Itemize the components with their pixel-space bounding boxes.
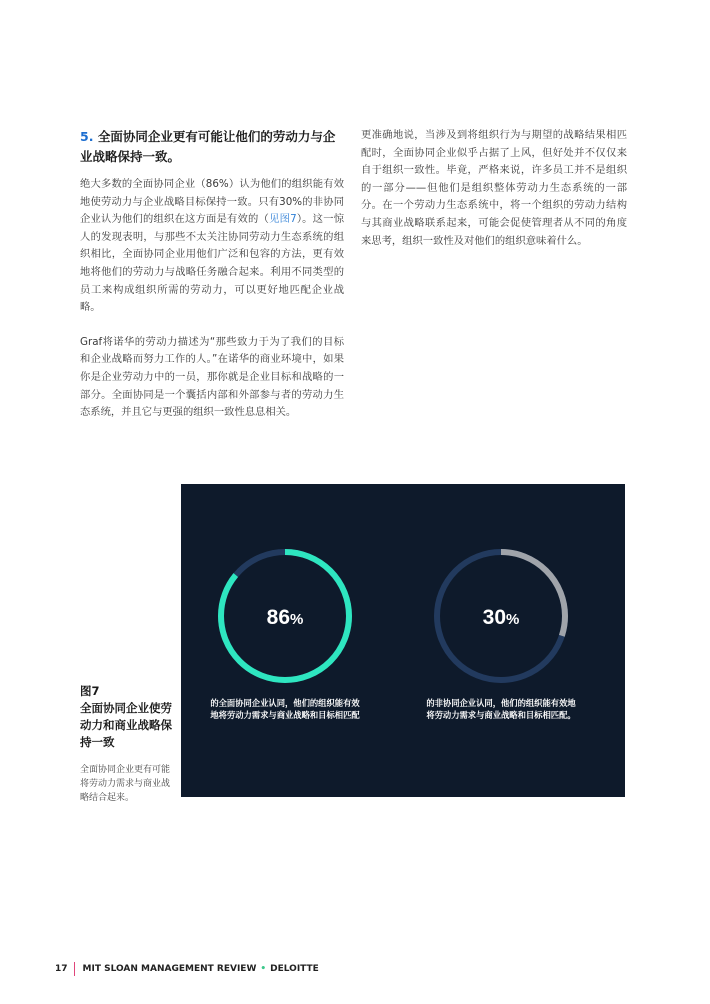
footer-separator: • <box>260 964 267 974</box>
donut-value-number-0: 86 <box>266 606 291 629</box>
left-paragraph-1-part-2: ）。这一惊人的发现表明，与那些不太关注协同劳动力生态系统的组织相比，全面协同企业用他们广泛和包容的方法，更有效地将他们的劳动力与战略任务融合起来。利用不同类型的员工来构成组织所需的劳动力，可以更好地匹配企业战略。 <box>80 213 344 314</box>
figure-label-block <box>80 683 175 805</box>
left-column <box>80 127 344 439</box>
page-number: 17 <box>55 964 68 974</box>
donut-value-1 <box>483 606 520 629</box>
section-number: 5. <box>80 129 94 144</box>
figure-caption: 全面协同企业更有可能将劳动力需求与商业战略结合起来。 <box>80 765 171 803</box>
section-title: 全面协同企业更有可能让他们的劳动力与企业战略保持一致。 <box>80 129 336 164</box>
donut-description-1: 的非协同企业认同，他们的组织能有效地将劳动力需求与商业战略和目标相匹配。 <box>426 698 576 720</box>
left-paragraph-1 <box>80 176 344 317</box>
figure-number: 图7 <box>80 684 100 698</box>
donut-group-1 <box>437 552 565 680</box>
right-paragraph-1: 更准确地说，当涉及到将组织行为与期望的战略结果相匹配时，全面协同企业似乎占据了上风，但好处并不仅仅来自于组织一致性。毕竟，严格来说，许多员工并不是组织的一部分——但他们是组织整体劳动力生态系统的一部分。在一个劳动力生态系统中，将一个组织的劳动力结构与其商业战略联系起来，可能会促使管理者从不同的角度来思考，组织一致性及对他们的组织意味着什么。 <box>361 129 627 247</box>
donut-value-number-1: 30 <box>482 606 507 629</box>
donut-value-unit-0: % <box>290 611 304 628</box>
section-heading <box>80 127 344 167</box>
figure-title: 全面协同企业使劳动力和商业战略保持一致 <box>80 701 172 749</box>
donut-value-unit-1: % <box>506 611 520 628</box>
right-column <box>361 127 627 267</box>
donut-description-0: 的全面协同企业认同，他们的组织能有效地将劳动力需求与商业战略和目标相匹配 <box>210 698 360 720</box>
figure-7-link[interactable]: 见图7 <box>269 213 297 226</box>
figure-chart-panel <box>181 484 625 797</box>
left-paragraph-1-part-1: 绝大多数的全面协同企业（86%）认为他们的组织能有效地使劳动力与企业战略目标保持一致。只有30%的非协同企业认为他们的组织在这方面是有效的（ <box>80 178 344 226</box>
footer-divider <box>74 962 75 976</box>
left-paragraph-2: Graf将诺华的劳动力描述为“那些致力于为了我们的目标和企业战略而努力工作的人。”在诺华的商业环境中，如果你是企业劳动力中的一员，那你就是企业目标和战略的一部分。全面协同是一个囊括内部和外部参与者的劳动力生态系统，并且它与更强的组织一致性息息相关。 <box>80 335 344 419</box>
page-footer <box>55 962 319 976</box>
donut-group-0 <box>221 552 349 680</box>
footer-publication: MIT SLOAN MANAGEMENT REVIEW <box>82 964 257 974</box>
footer-partner: DELOITTE <box>270 964 319 974</box>
donut-charts <box>181 484 625 797</box>
donut-value-0 <box>267 606 304 629</box>
